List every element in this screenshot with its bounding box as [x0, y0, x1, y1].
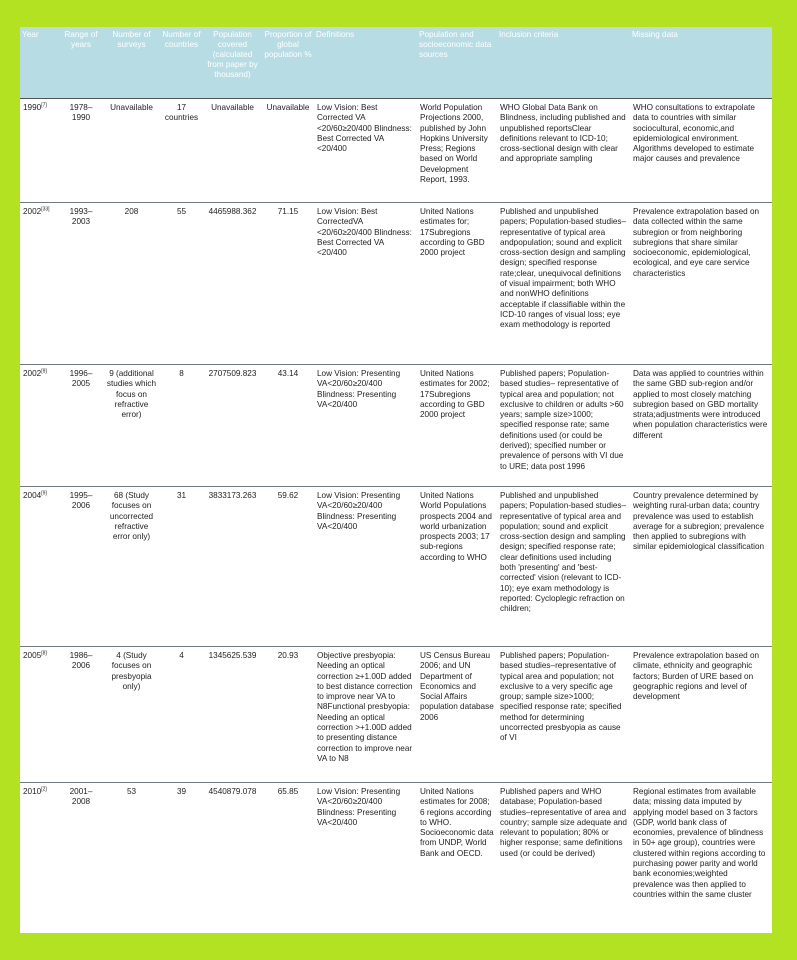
inclusion-cell: Published and unpublished papers; Population-based studies– representative of typical area andpopulation; sound and explicit cross-section design and sampling design; specified response rate;clear, unequivocal definitions of visual impairment; both WHO and nonWHO definitions acceptable if classifiable within the ICD-10 ranges of visual loss; eye exam methodology is reported [497, 203, 630, 365]
range-cell: 2001–2008 [59, 783, 103, 933]
range-cell: 1986–2006 [59, 647, 103, 783]
proportion-cell: 59.62 [262, 487, 314, 647]
surveys-cell: 9 (additional studies which focus on refractive error) [103, 365, 160, 487]
header-proportion: Proportion of global population % [264, 30, 312, 59]
surveys-cell: 68 (Study focuses on uncorrected refractive error only) [103, 487, 160, 647]
table-row [20, 647, 772, 783]
header-population: Population covered (calculated from paper by thousand) [207, 30, 258, 79]
surveys-cell: Unavailable [103, 99, 160, 203]
year-cell: 2004[9] [20, 487, 59, 647]
range-cell: 1993–2003 [59, 203, 103, 365]
countries-cell: 4 [160, 647, 203, 783]
definitions-cell: Low Vision: Presenting VA<20/60≥20/400 Blindness: Presenting VA<20/400 [314, 783, 417, 933]
table-sheet [20, 27, 772, 933]
header-inclusion: Inclusion criteria [499, 30, 559, 39]
header-countries: Number of countries [162, 30, 201, 49]
year-cell: 2010[2] [20, 783, 59, 933]
population-cell: 1345625.539 [203, 647, 262, 783]
missing-cell: Prevalence extrapolation based on climate, ethnicity and geographic factors; Burden of URE based on geographic regions and level of development [630, 647, 772, 783]
table-row [20, 365, 772, 487]
missing-cell: Country prevalence determined by weighting rural-urban data; country prevalence was used to establish average for a subregion; prevalence then applied to subregions with similar epidemiological classification [630, 487, 772, 647]
sources-cell: United Nations estimates for 2008; 6 regions according to WHO. Socioeconomic data from UNDP, World Bank and OECD. [417, 783, 497, 933]
sources-cell: United Nations World Populations prospects 2004 and world urbanization prospects 2003; 17 sub-regions according to WHO [417, 487, 497, 647]
countries-cell: 31 [160, 487, 203, 647]
proportion-cell: 71.15 [262, 203, 314, 365]
table-row [20, 487, 772, 647]
countries-cell: 8 [160, 365, 203, 487]
header-missing: Missing data [632, 30, 678, 39]
population-cell: 4465988.362 [203, 203, 262, 365]
header-range: Range of years [64, 30, 98, 49]
year-cell: 1990[7] [20, 99, 59, 203]
population-cell: 4540879.078 [203, 783, 262, 933]
range-cell: 1995–2006 [59, 487, 103, 647]
missing-cell: Data was applied to countries within the same GBD sub-region and/or applied to most closely matching subregion based on GBD mortality strata;adjustments were introduced when population characteristics were different [630, 365, 772, 487]
inclusion-cell: WHO Global Data Bank on Blindness, including published and unpublished reportsClear definitions relevant to ICD-10; cross-sectional design with clear and appropriate sampling [497, 99, 630, 203]
definitions-cell: Low Vision: Best CorrectedVA <20/60≥20/400 Blindness: Best Corrected VA <20/400 [314, 203, 417, 365]
data-table [20, 27, 772, 933]
missing-cell: Regional estimates from available data; missing data imputed by applying model based on 3 factors (GDP, world bank class of economies, prevalence of blindness in 50+ age group), countries were clustered within regions according to purchasing power parity and world bank economies;weighted prevalence was then applied to countries within the same cluster [630, 783, 772, 933]
inclusion-cell: Published papers and WHO database; Population-based studies–representative of area and country; sample size adequate and relevant to population; 80% or higher response; same definitions used (or could be derived) [497, 783, 630, 933]
sources-cell: World Population Projections 2000, published by John Hopkins University Press; Regions based on World Development Report, 1993. [417, 99, 497, 203]
missing-cell: Prevalence extrapolation based on data collected within the same subregion or from neighboring subregions that share similar socioeconomic, epidemiological, ecological, and eye care service characteristics [630, 203, 772, 365]
surveys-cell: 208 [103, 203, 160, 365]
header-year: Year [22, 30, 39, 39]
inclusion-cell: Published papers; Population-based studies–representative of typical area and population; not exclusive to a very specific age group; sample size>1000; specified response rate; specified method for determining uncorrected presbyopia as cause of VI [497, 647, 630, 783]
proportion-cell: 43.14 [262, 365, 314, 487]
header-row [20, 27, 772, 99]
population-cell: 2707509.823 [203, 365, 262, 487]
year-cell: 2002[9] [20, 365, 59, 487]
definitions-cell: Low Vision: Presenting VA<20/60≥20/400 Blindness: Presenting VA<20/400 [314, 487, 417, 647]
proportion-cell: 20.93 [262, 647, 314, 783]
population-cell: Unavailable [203, 99, 262, 203]
proportion-cell: 65.85 [262, 783, 314, 933]
missing-cell: WHO consultations to extrapolate data to countries with similar sociocultural, economic,and epidemiological environment. Algorithms developed to estimate major causes and prevalence [630, 99, 772, 203]
table-row [20, 203, 772, 365]
sources-cell: United Nations estimates for 2002; 17Subregions according to GBD 2000 project [417, 365, 497, 487]
inclusion-cell: Published papers; Population-based studies– representative of typical area and population; not exclusive to children or adults >60 years; sample size>1000; specified response rate; same definitions used (or could be derived); specified number or prevalence of persons with VI due to URE; data post 1996 [497, 365, 630, 487]
countries-cell: 55 [160, 203, 203, 365]
sources-cell: United Nations estimates for; 17Subregions according to GBD 2000 project [417, 203, 497, 365]
year-cell: 2005[8] [20, 647, 59, 783]
definitions-cell: Objective presbyopia: Needing an optical correction ≥+1.00D added to best distance correction to improve near VA to N8Functional presbyopia: Needing an optical correction >+1.00D added to presenting distance correction to improve near VA to N8 [314, 647, 417, 783]
definitions-cell: Low Vision: Best Corrected VA <20/60≥20/400 Blindness: Best Corrected VA <20/400 [314, 99, 417, 203]
population-cell: 3833173.263 [203, 487, 262, 647]
table-row [20, 783, 772, 933]
header-sources: Population and socioeconomic data sources [419, 30, 492, 59]
surveys-cell: 4 (Study focuses on presbyopia only) [103, 647, 160, 783]
year-cell: 2002[33] [20, 203, 59, 365]
table-row [20, 99, 772, 203]
header-surveys: Number of surveys [112, 30, 151, 49]
range-cell: 1978–1990 [59, 99, 103, 203]
definitions-cell: Low Vision: Presenting VA<20/60≥20/400 Blindness: Presenting VA<20/400 [314, 365, 417, 487]
surveys-cell: 53 [103, 783, 160, 933]
countries-cell: 17 countries [160, 99, 203, 203]
inclusion-cell: Published and unpublished papers; Population-based studies–representative of typical area and population; sound and explicit cross-section design and sampling design; specified response rate; clear definitions used including both 'presenting' and 'best-corrected' vision (relevant to ICD-10); eye exam methodology is reported: Cycloplegic refraction on children; [497, 487, 630, 647]
range-cell: 1996–2005 [59, 365, 103, 487]
countries-cell: 39 [160, 783, 203, 933]
sources-cell: US Census Bureau 2006; and UN Department of Economics and Social Affairs population database 2006 [417, 647, 497, 783]
header-definitions: Definitions [316, 30, 355, 39]
proportion-cell: Unavailable [262, 99, 314, 203]
